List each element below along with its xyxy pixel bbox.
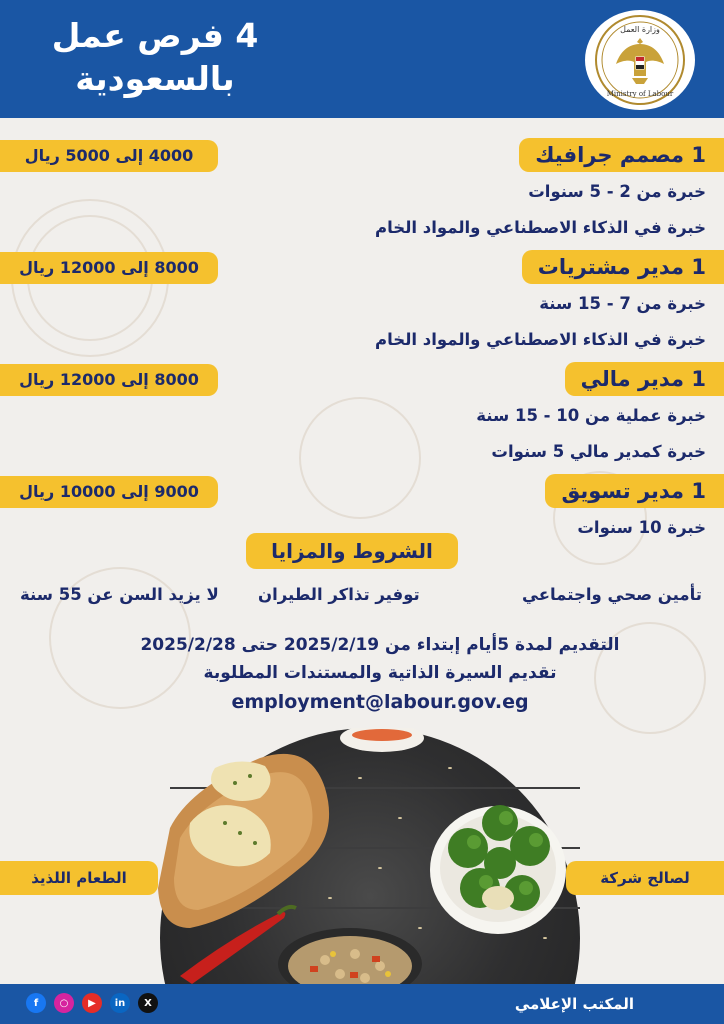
facebook-icon[interactable]: f bbox=[26, 993, 46, 1013]
salary-financial-manager: 8000 إلى 12000 ريال bbox=[0, 364, 218, 396]
application-documents: تقديم السيرة الذاتية والمستندات المطلوبة bbox=[203, 663, 557, 683]
salary-procurement-manager: 8000 إلى 12000 ريال bbox=[0, 252, 218, 284]
job-title-procurement-manager: 1 مدير مشتريات bbox=[522, 250, 724, 284]
job-detail: خبرة من 7 - 15 سنة bbox=[539, 294, 706, 313]
conditions-title: الشروط والمزايا bbox=[246, 533, 458, 569]
job-detail: خبرة من 2 - 5 سنوات bbox=[528, 182, 706, 201]
application-email-link[interactable]: employment@labour.gov.eg bbox=[231, 691, 529, 713]
page-title-line1: 4 فرص عمل bbox=[51, 16, 259, 55]
food-tag: الطعام اللذيذ bbox=[0, 861, 158, 895]
job-detail: خبرة 10 سنوات bbox=[577, 518, 706, 537]
x-icon[interactable]: X bbox=[138, 993, 158, 1013]
header-banner bbox=[0, 0, 724, 118]
salary-marketing-manager: 9000 إلى 10000 ريال bbox=[0, 476, 218, 508]
job-title-marketing-manager: 1 مدير تسويق bbox=[545, 474, 724, 508]
job-detail: خبرة في الذكاء الاصطناعي والمواد الخام bbox=[375, 218, 706, 237]
benefit-flight-tickets: توفير تذاكر الطيران bbox=[258, 585, 420, 604]
ministry-of-labour-seal-logo bbox=[585, 10, 695, 110]
job-detail: خبرة كمدير مالي 5 سنوات bbox=[491, 442, 706, 461]
application-period: التقديم لمدة 5أيام إبتداء من 2025/2/19 حتى 2025/2/28 bbox=[140, 635, 620, 655]
linkedin-icon[interactable]: in bbox=[110, 993, 130, 1013]
job-title-financial-manager: 1 مدير مالي bbox=[565, 362, 724, 396]
salary-graphic-designer: 4000 إلى 5000 ريال bbox=[0, 140, 218, 172]
page-title bbox=[40, 14, 270, 100]
youtube-icon[interactable]: ▶ bbox=[82, 993, 102, 1013]
job-detail: خبرة في الذكاء الاصطناعي والمواد الخام bbox=[375, 330, 706, 349]
media-office-label: المكتب الإعلامي bbox=[514, 995, 634, 1013]
instagram-icon[interactable]: ○ bbox=[54, 993, 74, 1013]
social-links bbox=[26, 993, 158, 1013]
benefit-age-limit: لا يزيد السن عن 55 سنة bbox=[20, 585, 219, 604]
page-title-line2: بالسعودية bbox=[75, 59, 235, 98]
job-title-graphic-designer: 1 مصمم جرافيك bbox=[519, 138, 724, 172]
footer-bar bbox=[0, 984, 724, 1024]
seal-top-text: وزارة العمل bbox=[620, 25, 660, 34]
benefit-insurance: تأمين صحي واجتماعي bbox=[522, 585, 702, 604]
job-detail: خبرة عملية من 10 - 15 سنة bbox=[476, 406, 706, 425]
seal-bottom-text: Ministry of Labour bbox=[606, 90, 674, 98]
company-tag: لصالح شركة bbox=[566, 861, 724, 895]
food-photo bbox=[150, 728, 586, 984]
